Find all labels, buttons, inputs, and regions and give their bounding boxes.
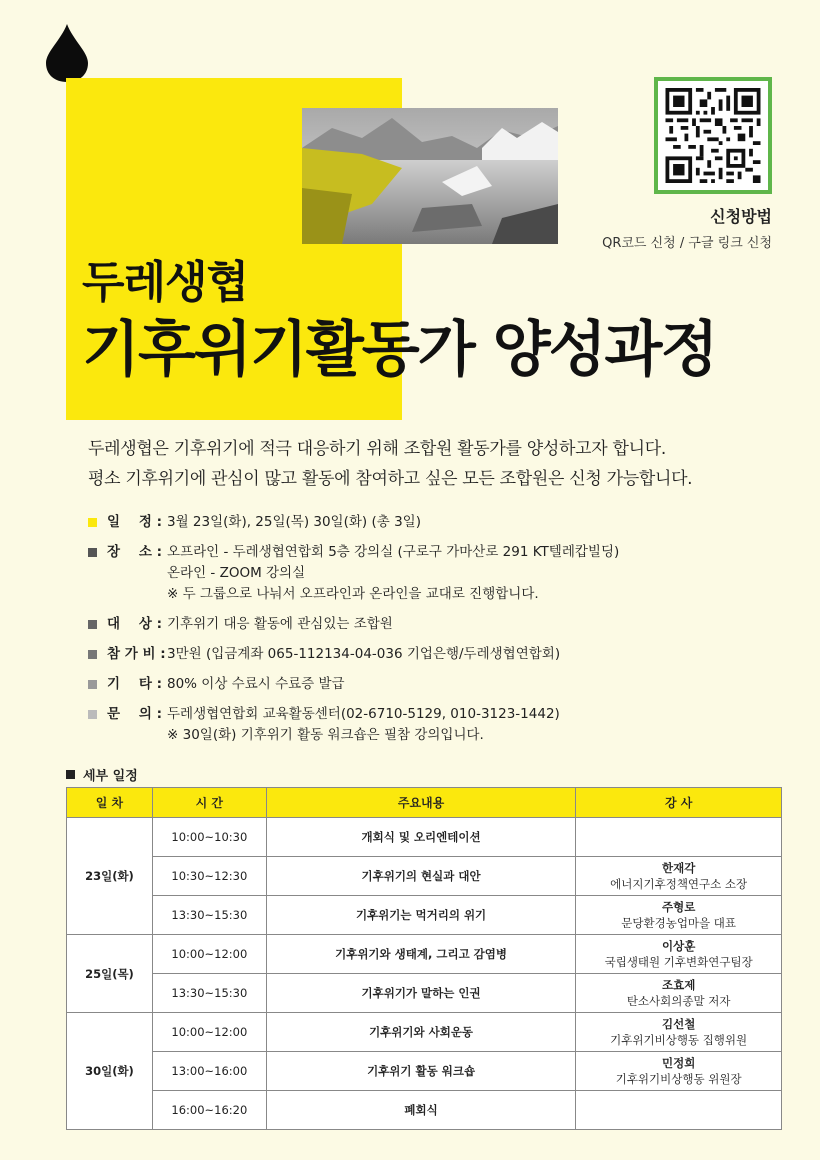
bullet-square-icon (88, 680, 97, 689)
time-cell: 13:00~16:00 (152, 1052, 266, 1091)
content-cell: 기후위기 활동 워크숍 (266, 1052, 576, 1091)
instructor-cell (576, 1091, 782, 1130)
org-title: 두레생협 (82, 257, 249, 308)
info-row-contact (88, 704, 778, 746)
header-day: 일 차 (67, 788, 153, 818)
instructor-cell (576, 1013, 782, 1052)
qr-code[interactable] (654, 77, 772, 194)
schedule-heading-label: 세부 일정 (83, 769, 138, 784)
instructor-cell (576, 974, 782, 1013)
info-label: 기 타 : (107, 676, 162, 692)
instructor-cell (576, 857, 782, 896)
instructor-cell (576, 896, 782, 935)
course-title: 기후위기활동가 양성과정 (82, 315, 717, 385)
bullet-square-icon (88, 710, 97, 719)
info-label: 장 소 : (107, 544, 162, 560)
info-row-etc (88, 674, 778, 695)
table-row (67, 974, 782, 1013)
time-cell: 16:00~16:20 (152, 1091, 266, 1130)
apply-method-title: 신청방법 (710, 207, 772, 226)
info-row-place (88, 542, 778, 605)
content-cell: 폐회식 (266, 1091, 576, 1130)
instructor-name: 한재각 (661, 861, 696, 875)
info-row-target (88, 614, 778, 635)
instructor-role: 에너지기후정책연구소 소장 (610, 877, 748, 891)
instructor-role: 문당환경농업마을 대표 (621, 916, 737, 930)
time-cell: 10:00~12:00 (152, 935, 266, 974)
table-row (67, 1013, 782, 1052)
time-cell: 13:30~15:30 (152, 974, 266, 1013)
time-cell: 10:30~12:30 (152, 857, 266, 896)
instructor-role: 국립생태원 기후변화연구팀장 (604, 955, 753, 969)
content-cell: 기후위기와 사회운동 (266, 1013, 576, 1052)
instructor-cell (576, 1052, 782, 1091)
instructor-name: 김선철 (661, 1017, 696, 1031)
intro-line-1: 두레생협은 기후위기에 적극 대응하기 위해 조합원 활동가를 양성하고자 합니다. (88, 439, 666, 459)
day-cell: 30일(화) (67, 1013, 153, 1130)
day-cell: 23일(화) (67, 818, 153, 935)
table-row (67, 818, 782, 857)
content-cell: 기후위기의 현실과 대안 (266, 857, 576, 896)
info-row-schedule (88, 512, 778, 533)
bullet-square-icon (88, 650, 97, 659)
glacier-photo (302, 108, 558, 244)
info-label: 문 의 : (107, 706, 162, 722)
info-label: 대 상 : (107, 616, 162, 632)
bullet-square-icon (88, 620, 97, 629)
instructor-cell (576, 818, 782, 857)
bullet-square-icon (88, 548, 97, 557)
oil-drop-icon (44, 22, 90, 84)
time-cell: 10:00~12:00 (152, 1013, 266, 1052)
instructor-role: 기후위기비상행동 위원장 (615, 1072, 742, 1086)
info-value: 3월 23일(화), 25일(목) 30일(화) (총 3일) (167, 514, 421, 530)
bullet-square-icon (66, 770, 75, 779)
info-value: 3만원 (입금계좌 065-112134-04-036 기업은행/두레생협연합회) (167, 646, 561, 662)
day-cell: 25일(목) (67, 935, 153, 1013)
info-label: 참 가 비 : (107, 646, 166, 662)
instructor-name: 주형로 (661, 900, 696, 914)
time-cell: 13:30~15:30 (152, 896, 266, 935)
table-header-row (67, 788, 782, 818)
info-value: 80% 이상 수료시 수료증 발급 (167, 676, 345, 692)
intro-text (88, 434, 768, 494)
info-value: 두레생협연합회 교육활동센터(02-6710-5129, 010-3123-1442) ※ 30일(화) 기후위기 활동 워크숍은 필참 강의입니다. (167, 706, 560, 743)
time-cell: 10:00~10:30 (152, 818, 266, 857)
table-row (67, 1052, 782, 1091)
instructor-name: 조효제 (661, 978, 696, 992)
qr-pattern (665, 88, 761, 183)
header-time: 시 간 (152, 788, 266, 818)
content-cell: 기후위기와 생태계, 그리고 감염병 (266, 935, 576, 974)
info-label: 일 정 : (107, 514, 162, 530)
instructor-role: 탄소사회의종말 저자 (626, 994, 731, 1008)
header-content: 주요내용 (266, 788, 576, 818)
header-instructor: 강 사 (576, 788, 782, 818)
instructor-name: 이상훈 (661, 939, 696, 953)
bullet-square-icon (88, 518, 97, 527)
content-cell: 기후위기가 말하는 인권 (266, 974, 576, 1013)
info-value: 기후위기 대응 활동에 관심있는 조합원 (167, 616, 393, 632)
info-value: 오프라인 - 두레생협연합회 5층 강의실 (구로구 가마산로 291 KT텔레캅빌딩) 온라인 - ZOOM 강의실 ※ 두 그룹으로 나눠서 오프라인과 온라인을 교대로 진행합니다. (167, 544, 620, 602)
content-cell: 개회식 및 오리엔테이션 (266, 818, 576, 857)
table-row (67, 857, 782, 896)
table-row (67, 896, 782, 935)
info-list (88, 512, 778, 755)
table-row (67, 1091, 782, 1130)
info-row-fee (88, 644, 778, 665)
apply-method-subtitle: QR코드 신청 / 구글 링크 신청 (602, 236, 772, 251)
instructor-name: 민정희 (661, 1056, 696, 1070)
schedule-table (66, 787, 782, 1130)
table-row (67, 935, 782, 974)
intro-line-2: 평소 기후위기에 관심이 많고 활동에 참여하고 싶은 모든 조합원은 신청 가능합니다. (88, 469, 693, 489)
schedule-heading (66, 765, 138, 784)
content-cell: 기후위기는 먹거리의 위기 (266, 896, 576, 935)
instructor-cell (576, 935, 782, 974)
instructor-role: 기후위기비상행동 집행위원 (610, 1033, 748, 1047)
